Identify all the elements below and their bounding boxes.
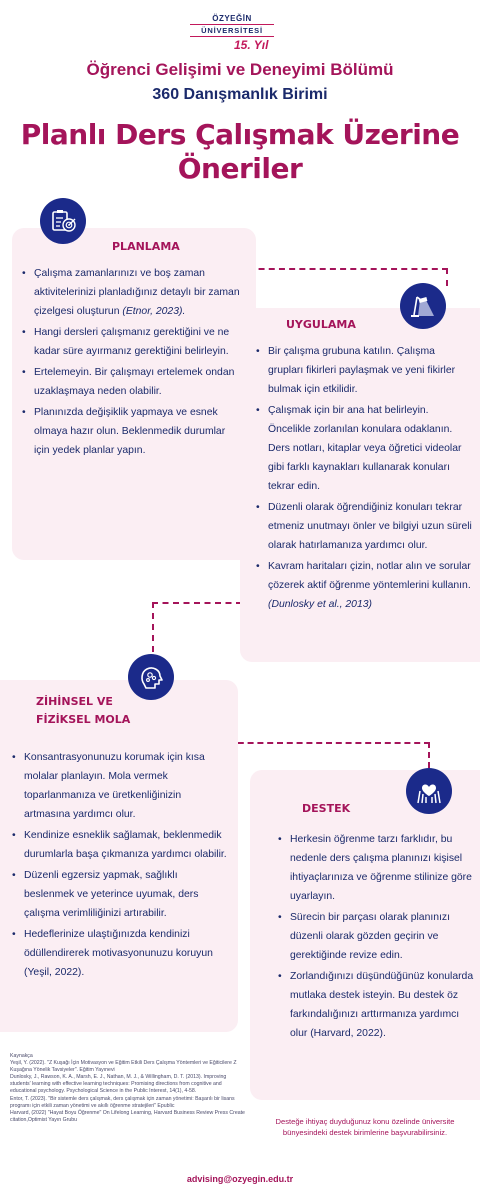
list-item [256,342,472,399]
list-item [256,557,472,614]
logo-line2: ÜNİVERSİTESİ [190,24,274,37]
list-item-citation: (Etnor, 2023). [122,306,186,317]
list-item [278,967,474,1043]
list-item-text: Bir çalışma grubuna katılın. Çalışma grupları fikirleri paylaşmak ve yeni fikirler bulmak için etkilidir. [268,346,456,395]
logo-line1: ÖZYEĞİN [212,14,252,23]
break-title-line2: FİZİKSEL MOLA [36,713,131,726]
list-item-citation: (Dunlosky et al., 2013) [268,599,372,610]
list-item-text: Zorlandığınızı düşündüğünüz konularda mutlaka destek isteyin. Bu destek öz farkındalığınızı arttırmanıza yardımcı olur (Harvard, 2022). [290,971,474,1039]
list-item-text: Hedeflerinize ulaştığınızda kendinizi ödüllendirerek motivasyonunuzu koruyun (Yeşil, 2022). [24,929,213,978]
planning-list [22,264,240,462]
list-item [12,866,230,923]
department-title: Öğrenci Gelişimi ve Deneyimi Bölümü [86,60,394,79]
list-item-text: Düzenli olarak öğrendiğiniz konuları tekrar etmeniz unutmayı önler ve bilgiyi uzun süreli olarak hatırlamanıza yardımcı olur. [268,502,472,551]
references [10,1053,245,1124]
support-note: Desteğe ihtiyaç duyduğunuz konu özelinde üniversite bünyesindeki destek birimlerine başvurabilirsiniz. [275,1117,455,1137]
list-item-text: Çalışmak için bir ana hat belirleyin. Öncelikle zorlanılan konulara odaklanın. Ders notları, kitaplar veya öğretici videolar gibi farklı kaynakları kullanarak konuları tekrar edin. [268,405,462,492]
list-item [22,264,240,321]
reference-item: Entor, T. (2023). "Bir sistemle ders çalışmak, ders çalışmak için zaman yönetimi: Başarılı bir lisans programı için etkili zaman yönetimi ve akıllı öğrenme stratejileri" Epublic [10,1095,235,1109]
reference-item: Yeşil, Y. (2022). "Z Kuşağı İçin Motivasyon ve Eğitim Etkili Ders Çalışma Yöntemleri ve Eğiticilere Z Kuşağına Yönelik Tavsiyeler". Eğitim Yayınevi [10,1060,237,1074]
list-item [12,826,230,864]
list-item [256,401,472,496]
list-item [22,403,240,460]
support-title: DESTEK [302,802,351,815]
list-item-text: Sürecin bir parçası olarak planınızı düzenli olarak gözden geçirin ve gerektiğinde revize edin. [290,912,450,961]
list-item-text: Herkesin öğrenme tarzı farklıdır, bu nedenle ders çalışma planınızı kişisel ihtiyaçlarınıza ve öğrenme stilinize göre uyarlayın. [290,834,472,902]
support-list [278,830,474,1045]
application-list [256,342,472,616]
list-item-text: Ertelemeyin. Bir çalışmayı ertelemek ondan uzaklaşmaya neden olabilir. [34,367,235,397]
break-list [12,748,230,984]
list-item-text: Kendinize esneklik sağlamak, beklenmedik durumlarla başa çıkmanıza yardımcı olabilir. [24,830,227,860]
list-item-text: Konsantrasyonunuzu korumak için kısa molalar planlayın. Mola vermek toparlanmanıza ve üretkenliğinizin artmasına yardımcı olur. [24,752,205,820]
references-heading: Kaynakça [10,1053,33,1059]
desk-lamp-icon [400,283,446,329]
plan-target-icon [40,198,86,244]
page-title-line1: Planlı Ders Çalışmak Üzerine [20,118,460,151]
unit-title: 360 Danışmanlık Birimi [152,86,328,103]
list-item [278,908,474,965]
connector-plan-apply [228,268,448,270]
mind-head-icon [128,654,174,700]
list-item [256,498,472,555]
list-item [22,323,240,361]
break-title [36,693,130,729]
connector-apply-mola-vertical [152,602,154,652]
planning-title: PLANLAMA [112,240,180,253]
reference-item: Dunlosky, J., Rawson, K. A., Marsh, E. J., Nathan, M. J., & Willingham, D. T. (2013). Improving students' learning with effective learning techniques: Promising directions from cognitive and educational psychology. Psychological Science in the Public Interest, 14(1), 4-58. [10,1074,227,1095]
list-item [278,830,474,906]
connector-plan-apply-vertical [446,268,448,286]
support-hands-heart-icon [406,768,452,814]
page-title-line2: Öneriler [177,152,303,185]
connector-mola-support [228,742,430,744]
list-item-text: Planınızda değişiklik yapmaya ve esnek olmaya hazır olun. Beklenmedik durumlar için yedek planlar yapın. [34,407,226,456]
list-item-text: Çalışma zamanlarınızı ve boş zaman aktivitelerinizi planladığınız detaylı bir zaman çizelgesi oluşturun [34,268,240,317]
list-item-text: Kavram haritaları çizin, notlar alın ve sorular çözerek aktif öğrenme yöntemlerini kullanın. [268,561,471,591]
list-item [12,925,230,982]
application-title: UYGULAMA [286,318,356,331]
list-item [22,363,240,401]
break-title-line1: ZİHİNSEL VE [36,695,113,708]
connector-mola-support-vertical [428,742,430,768]
connector-apply-mola [152,602,242,604]
list-item [12,748,230,824]
reference-item: Harvard, (2022) "Hayat Boyu Öğrenme" On Lifelong Learning, Harvard Business Review Press Create citation,Optimist Yayın Grubu [10,1109,245,1123]
university-logo [190,10,290,56]
logo-anniversary: 15. Yıl [234,38,269,52]
list-item-text: Düzenli egzersiz yapmak, sağlıklı beslenmek ve yeterince uyumak, ders çalışma verimliliğinizi artırabilir. [24,870,199,919]
list-item-text: Hangi dersleri çalışmanız gerektiğini ve ne kadar süre ayırmanız gerektiğini belirleyin. [34,327,230,357]
contact-email[interactable]: advising@ozyegin.edu.tr [186,1174,294,1184]
page-title [20,118,460,186]
